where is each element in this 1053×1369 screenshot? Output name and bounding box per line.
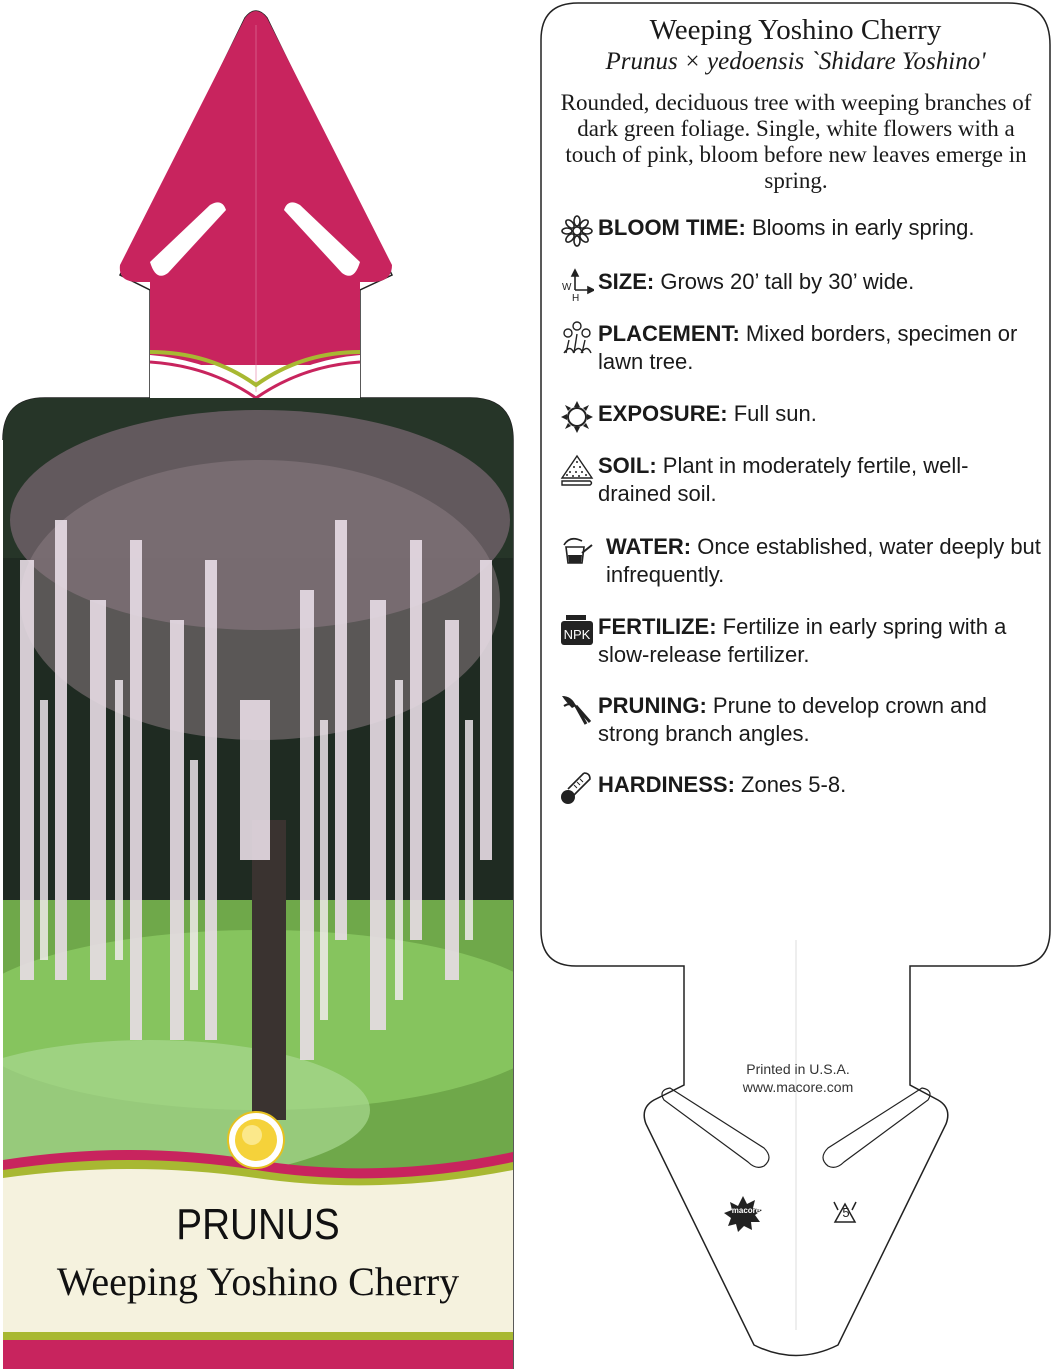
water-value: Once established, water deeply but infrequently.: [606, 534, 1041, 587]
water-label: WATER:: [606, 534, 692, 559]
npk-text: NPK: [563, 627, 591, 642]
watering-can-icon: [560, 533, 594, 567]
placement-plants-icon: [560, 320, 594, 354]
pruners-icon: [560, 692, 594, 726]
front-common-name: Weeping Yoshino Cherry: [56, 1259, 460, 1304]
exposure-value: Full sun.: [727, 401, 817, 426]
macore-logo-text: macore: [731, 1206, 761, 1215]
size-icon-h: H: [572, 293, 580, 302]
sun-outline-icon: [560, 400, 594, 434]
printed-info: [698, 1060, 898, 1096]
printed-website: www.macore.com: [742, 1079, 854, 1095]
back-tag-shape: [538, 0, 1053, 1369]
fertilize-value: Fertilize in early spring with a slow-release fertilizer.: [598, 614, 1007, 667]
npk-icon: [560, 613, 594, 647]
size-icon-w: W: [562, 282, 572, 293]
bloom-time-label: BLOOM TIME:: [598, 215, 746, 240]
printed-country: Printed in U.S.A.: [746, 1061, 850, 1077]
hardiness-value: Zones 5-8.: [734, 772, 847, 797]
tree-photo: [0, 398, 530, 1180]
soil-value: Plant in moderately fertile, well-drained soil.: [598, 453, 969, 506]
attr-soil: [560, 452, 1040, 512]
attr-fertilize: [560, 613, 1040, 673]
recycle-number: 5: [842, 1205, 850, 1220]
size-label: SIZE:: [598, 269, 655, 294]
genus-name: PRUNUS: [176, 1200, 340, 1249]
soil-icon: [560, 452, 594, 486]
placement-value: Mixed borders, specimen or lawn tree.: [598, 321, 1018, 374]
attr-water: [560, 533, 1040, 593]
plant-description: Rounded, deciduous tree with weeping branches of dark green foliage. Single, white flowers with a touch of pink, bloom before new leaves emerge in spring.: [560, 90, 1032, 193]
back-tag: [538, 0, 1053, 1369]
attr-size: [560, 268, 1040, 302]
attr-hardiness: [560, 771, 1040, 805]
name-banner: [3, 1169, 513, 1332]
thermometer-icon: [560, 771, 594, 805]
bloom-time-value: Blooms in early spring.: [745, 215, 975, 240]
pruning-label: PRUNING:: [598, 693, 707, 718]
size-arrows-icon: [560, 268, 594, 302]
hardiness-label: HARDINESS:: [598, 772, 735, 797]
placement-label: PLACEMENT:: [598, 321, 740, 346]
attr-exposure: [560, 400, 1040, 434]
attr-bloom-time: [560, 214, 1040, 248]
size-value: Grows 20’ tall by 30’ wide.: [654, 269, 915, 294]
botanical-name: Prunus × yedoensis `Shidare Yoshino': [605, 48, 986, 75]
soil-label: SOIL:: [598, 453, 657, 478]
pruning-value: Prune to develop crown and strong branch angles.: [598, 693, 987, 746]
back-common-name: Weeping Yoshino Cherry: [649, 14, 942, 46]
exposure-label: EXPOSURE:: [598, 401, 728, 426]
fertilize-label: FERTILIZE:: [598, 614, 717, 639]
flower-icon: [560, 214, 594, 248]
attr-pruning: [560, 692, 1040, 752]
attr-placement: [560, 320, 1040, 380]
